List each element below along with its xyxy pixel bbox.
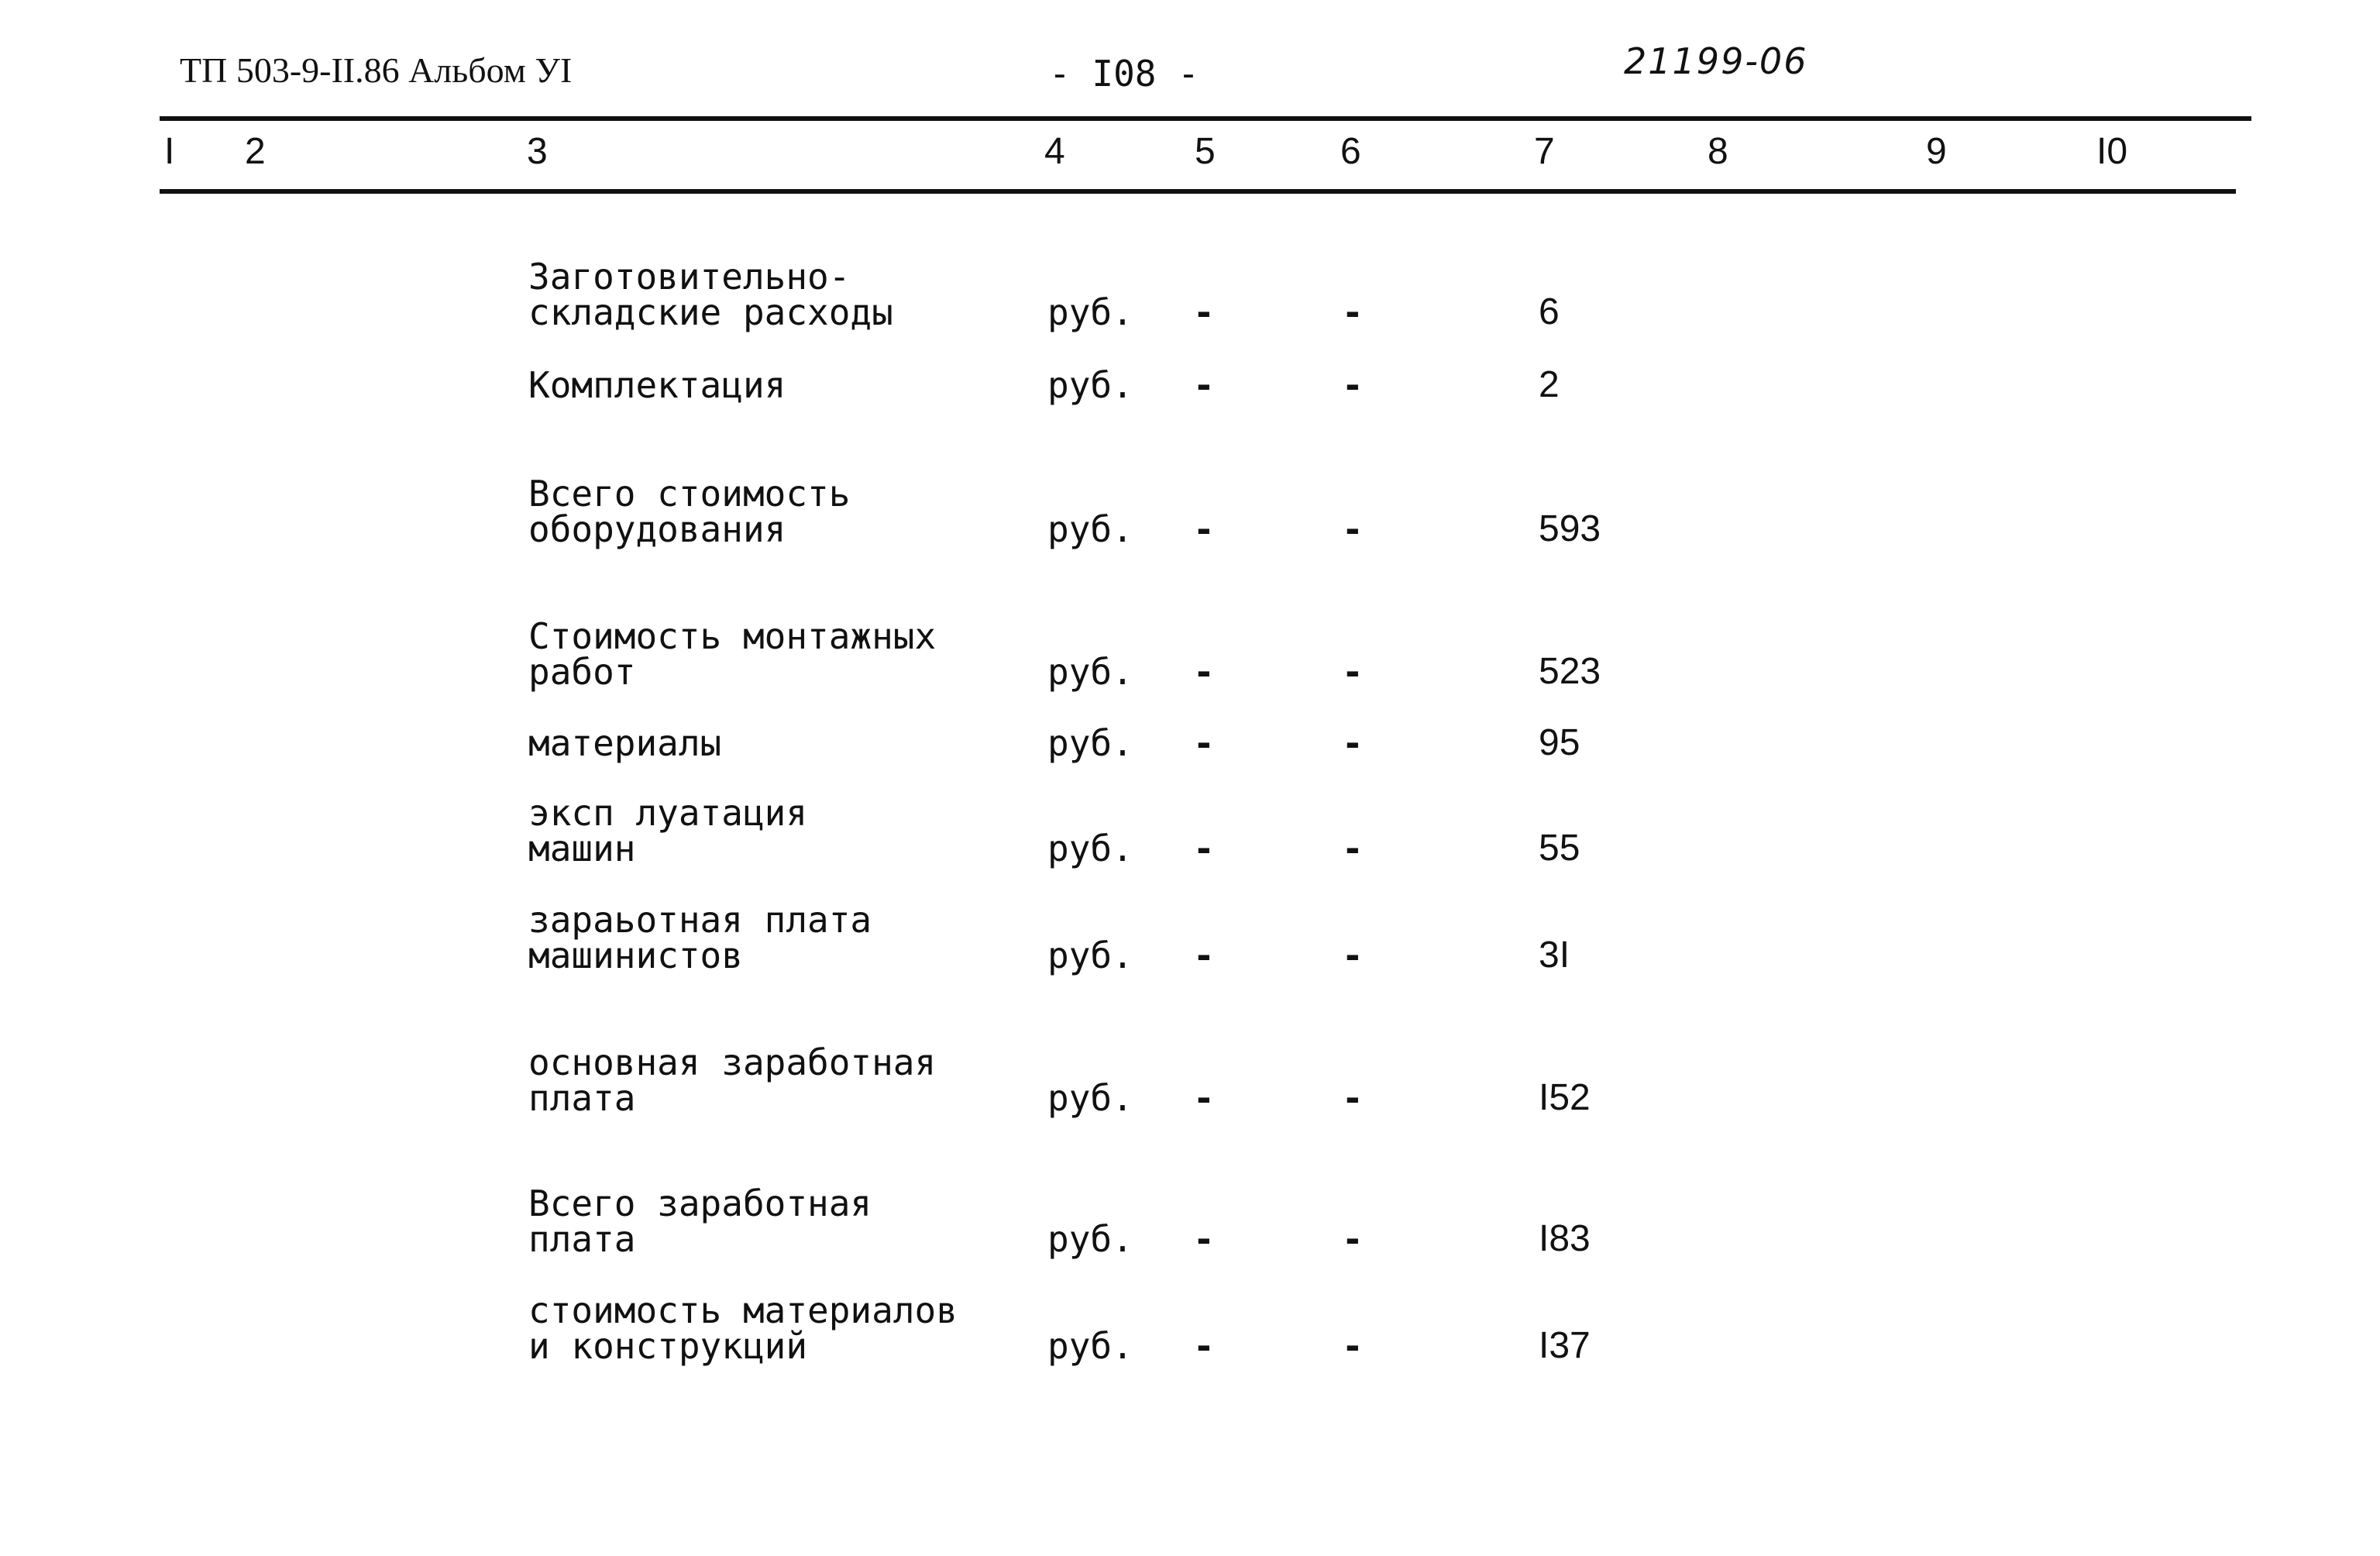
item-name-line2: складские расходы [528, 291, 893, 333]
unit-cell: руб. [1047, 1325, 1133, 1367]
item-name-line1: Заготовительно- [528, 256, 851, 298]
item-name-line1: Стоимость монтажных [528, 615, 937, 657]
unit-cell: руб. [1047, 508, 1133, 550]
item-name-line2: плата [528, 1218, 636, 1260]
col5-cell: - [1193, 291, 1215, 333]
item-name-line2: плата [528, 1077, 636, 1119]
document-code: ТП 503-9-II.86 Альбом УI [180, 50, 573, 90]
column-number-8: 8 [1708, 131, 1728, 172]
value-cell: 95 [1539, 722, 1580, 763]
value-cell: 593 [1539, 508, 1601, 549]
unit-cell: руб. [1047, 828, 1133, 869]
item-name-line1: зараьотная плата [528, 899, 872, 941]
col5-cell: - [1193, 651, 1215, 693]
item-name-line2: материалы [528, 722, 722, 764]
col5-cell: - [1193, 1077, 1215, 1119]
item-name-line2: Комплектация [528, 364, 786, 406]
column-number-2: 2 [245, 131, 266, 172]
header-rule-bottom [160, 189, 2236, 194]
col6-cell: - [1342, 291, 1364, 333]
unit-cell: руб. [1047, 935, 1133, 976]
value-cell: 3I [1539, 935, 1570, 976]
unit-cell: руб. [1047, 291, 1133, 333]
value-cell: 55 [1539, 828, 1580, 869]
item-name-line1: Всего стоимость [528, 473, 851, 515]
value-cell: 6 [1539, 291, 1560, 332]
col6-cell: - [1342, 935, 1364, 976]
unit-cell: руб. [1047, 1218, 1133, 1260]
column-number-10: I0 [2096, 131, 2128, 172]
item-name-line1: основная заработная [528, 1041, 937, 1083]
column-number-4: 4 [1044, 131, 1065, 172]
col6-cell: - [1342, 1077, 1364, 1119]
item-name-line2: машинистов [528, 935, 743, 976]
item-name-line1: Всего заработная [528, 1182, 872, 1224]
col6-cell: - [1342, 364, 1364, 406]
col6-cell: - [1342, 651, 1364, 693]
col5-cell: - [1193, 935, 1215, 976]
col5-cell: - [1193, 508, 1215, 550]
column-number-9: 9 [1926, 131, 1947, 172]
unit-cell: руб. [1047, 722, 1133, 764]
item-name-line2: и конструкций [528, 1325, 808, 1367]
value-cell: I83 [1539, 1218, 1591, 1259]
col5-cell: - [1193, 1325, 1215, 1367]
value-cell: I52 [1539, 1077, 1591, 1118]
column-number-3: 3 [527, 131, 548, 172]
column-number-7: 7 [1534, 131, 1555, 172]
col5-cell: - [1193, 364, 1215, 406]
item-name-line2: работ [528, 651, 636, 693]
col5-cell: - [1193, 722, 1215, 764]
column-number-6: 6 [1340, 131, 1361, 172]
item-name-line1: эксп луатация [528, 792, 808, 834]
col5-cell: - [1193, 828, 1215, 869]
unit-cell: руб. [1047, 364, 1133, 406]
col6-cell: - [1342, 828, 1364, 869]
col6-cell: - [1342, 508, 1364, 550]
item-name-line2: машин [528, 828, 636, 869]
unit-cell: руб. [1047, 651, 1133, 693]
col6-cell: - [1342, 722, 1364, 764]
column-number-1: I [164, 131, 175, 172]
page-number: - I08 - [1049, 53, 1199, 95]
header-rule-top [160, 116, 2251, 121]
col6-cell: - [1342, 1325, 1364, 1367]
item-name-line1: стоимость материалов [528, 1289, 958, 1331]
value-cell: 2 [1539, 364, 1560, 405]
item-name-line2: оборудования [528, 508, 786, 550]
value-cell: 523 [1539, 651, 1601, 692]
col5-cell: - [1193, 1218, 1215, 1260]
archive-number: 21199-06 [1624, 40, 1808, 82]
unit-cell: руб. [1047, 1077, 1133, 1119]
value-cell: I37 [1539, 1325, 1591, 1366]
column-number-5: 5 [1195, 131, 1216, 172]
col6-cell: - [1342, 1218, 1364, 1260]
